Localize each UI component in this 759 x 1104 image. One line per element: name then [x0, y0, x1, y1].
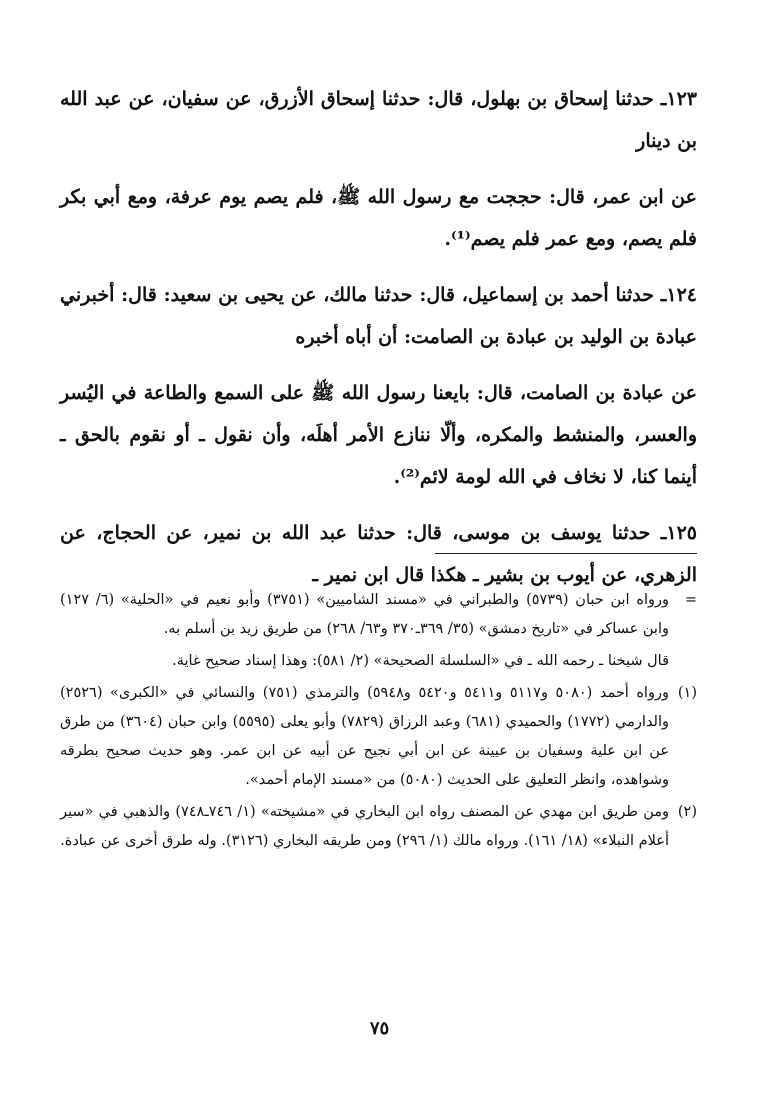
main-text — [60, 78, 697, 610]
page-number: ٧٥ — [369, 1018, 390, 1039]
footnote-mark: (١) — [677, 685, 697, 701]
hadith-123-chain: ١٢٣ـ حدثنا إسحاق بن بهلول، قال: حدثنا إسحاق الأزرق، عن سفيان، عن عبد الله بن دينار — [60, 88, 697, 152]
hadith-124-text: عن عبادة بن الصامت، قال: بايعنا رسول الله ﷺ على السمع والطاعة في اليُسر والعسر، والمنشط والمكره، وألّا ننازع الأمر أهلَه، وأن نقول ـ أو نقوم بالحق ـ أينما كنا، لا نخاف في الله لومة لائم⁽²⁾. — [60, 382, 697, 488]
footnote-divider — [435, 553, 697, 554]
hadith-124-chain: ١٢٤ـ حدثنا أحمد بن إسماعيل، قال: حدثنا مالك، عن يحيى بن سعيد: قال: أخبرني عبادة بن الوليد بن عبادة بن الصامت: أن أباه أخبره — [60, 284, 697, 348]
footnotes — [60, 586, 697, 859]
footnote-1 — [60, 679, 697, 795]
footnote-continued-2 — [60, 647, 697, 676]
footnote-mark: (٢) — [677, 804, 697, 820]
footnote-text: ورواه ابن حبان (٥٧٣٩) والطبراني في «مسند الشاميين» (٣٧٥١) وأبو نعيم في «الحلية» (٦/ ١٢٧) وابن عساكر في «تاريخ دمشق» (٣٥/ ٣٦٩ـ٣٧٠ و٦٣/ ٢٦٨) من طريق زيد بن أسلم به. — [60, 592, 669, 637]
footnote-text: ورواه أحمد (٥٠٨٠ و٥١١٧ و٥٤١١ و٥٤٢٠ و٥٩٤٨) والترمذي (٧٥١) والنسائي في «الكبرى» (٢٥٢٦) والدارمي (١٧٧٢) والحميدي (٦٨١) وعبد الرزاق (٧٨٢٩) وأبو يعلى (٥٥٩٥) وابن حبان (٣٦٠٤) من طرق عن ابن علية وسفيان بن عيينة عن ابن أبي نجيح عن أبيه عن ابن عمر. وهو حديث صحيح بطرقه وشواهده، وانظر التعليق على الحديث (٥٠٨٠) من «مسند الإمام أحمد». — [60, 685, 669, 788]
footnote-text: ومن طريق ابن مهدي عن المصنف رواه ابن البخاري في «مشيخته» (١/ ٧٤٦ـ٧٤٨) والذهبي في «سير أعلام النبلاء» (١٨/ ١٦١). ورواه مالك (١/ ٢٩٦) ومن طريقه البخاري (٣١٢٦). وله طرق أخرى عن عبادة. — [60, 804, 670, 849]
footnote-2 — [60, 798, 697, 856]
footnote-mark: = — [684, 592, 697, 608]
footnote-continued — [60, 586, 697, 644]
hadith-123-text: عن ابن عمر، قال: حججت مع رسول الله ﷺ، فلم يصم يوم عرفة، ومع أبي بكر فلم يصم، ومع عمر فلم يصم⁽¹⁾. — [60, 186, 697, 250]
footnote-text: قال شيخنا ـ رحمه الله ـ في «السلسلة الصحيحة» (٢/ ٥٨١): وهذا إسناد صحيح غاية. — [172, 653, 669, 669]
hadith-125-chain: ١٢٥ـ حدثنا يوسف بن موسى، قال: حدثنا عبد الله بن نمير، عن الحجاج، عن الزهري، عن أيوب بن بشير ـ هكذا قال ابن نمير ـ — [60, 522, 697, 586]
